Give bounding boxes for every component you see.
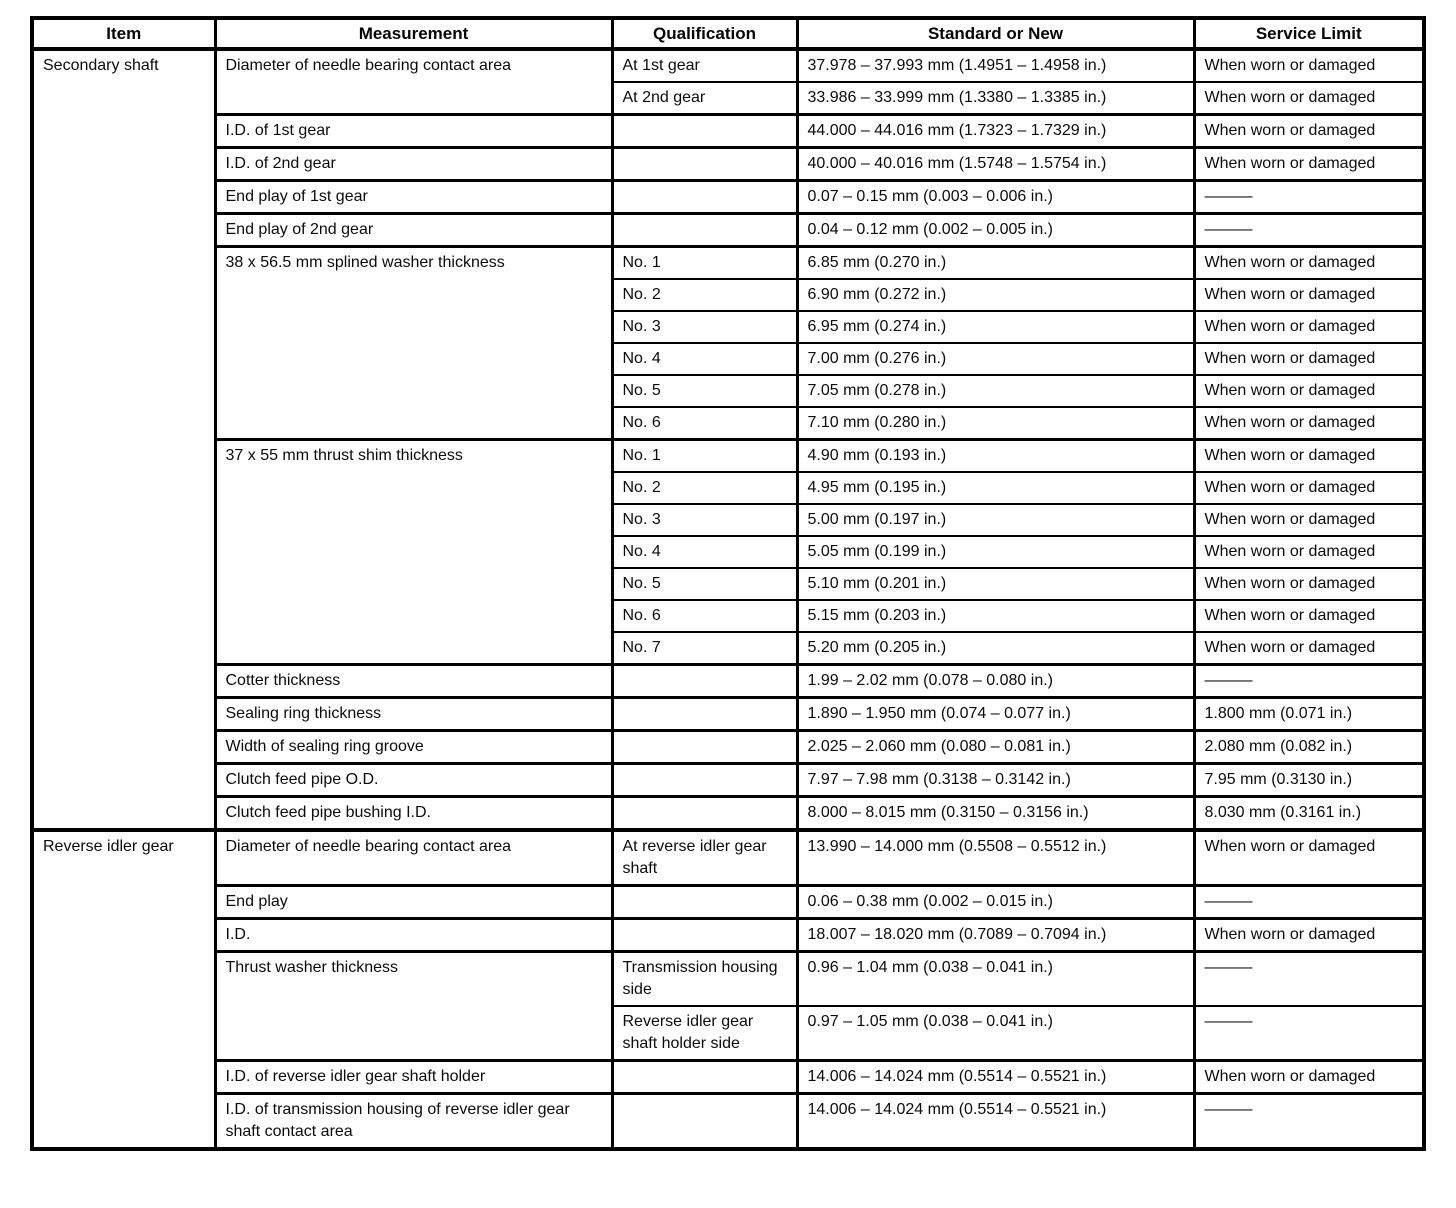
- table-row: [32, 148, 1424, 181]
- qualification-cell: [612, 214, 797, 247]
- service-limit-cell: ———: [1194, 952, 1424, 1007]
- service-limit-cell: When worn or damaged: [1194, 830, 1424, 886]
- table-row: [32, 1061, 1424, 1094]
- qualification-cell: [612, 181, 797, 214]
- service-limit-cell: ———: [1194, 665, 1424, 698]
- specification-table: [30, 16, 1426, 1151]
- table-row: [32, 919, 1424, 952]
- qualification-cell: No. 5: [612, 568, 797, 600]
- qualification-cell: No. 2: [612, 279, 797, 311]
- standard-or-new-cell: 0.07 – 0.15 mm (0.003 – 0.006 in.): [797, 181, 1194, 214]
- measurement-cell: I.D. of 1st gear: [215, 115, 612, 148]
- service-limit-cell: 1.800 mm (0.071 in.): [1194, 698, 1424, 731]
- qualification-cell: No. 1: [612, 247, 797, 280]
- standard-or-new-cell: 37.978 – 37.993 mm (1.4951 – 1.4958 in.): [797, 49, 1194, 82]
- standard-or-new-cell: 1.890 – 1.950 mm (0.074 – 0.077 in.): [797, 698, 1194, 731]
- table-row: [32, 247, 1424, 280]
- table-row: [32, 440, 1424, 473]
- standard-or-new-cell: 7.10 mm (0.280 in.): [797, 407, 1194, 440]
- header-row: [32, 18, 1424, 49]
- scanned-spec-page: [30, 16, 1426, 1151]
- qualification-cell: [612, 731, 797, 764]
- service-limit-cell: 7.95 mm (0.3130 in.): [1194, 764, 1424, 797]
- qualification-cell: No. 4: [612, 343, 797, 375]
- measurement-cell: Thrust washer thickness: [215, 952, 612, 1061]
- column-header-qualification: Qualification: [612, 18, 797, 49]
- table-row: [32, 49, 1424, 82]
- service-limit-cell: When worn or damaged: [1194, 568, 1424, 600]
- column-header-service-limit: Service Limit: [1194, 18, 1424, 49]
- measurement-cell: I.D. of transmission housing of reverse idler gear shaft contact area: [215, 1094, 612, 1150]
- standard-or-new-cell: 5.05 mm (0.199 in.): [797, 536, 1194, 568]
- qualification-cell: [612, 665, 797, 698]
- qualification-cell: [612, 115, 797, 148]
- standard-or-new-cell: 33.986 – 33.999 mm (1.3380 – 1.3385 in.): [797, 82, 1194, 115]
- measurement-cell: 37 x 55 mm thrust shim thickness: [215, 440, 612, 665]
- measurement-cell: Clutch feed pipe O.D.: [215, 764, 612, 797]
- table-row: [32, 181, 1424, 214]
- table-row: [32, 797, 1424, 831]
- standard-or-new-cell: 0.96 – 1.04 mm (0.038 – 0.041 in.): [797, 952, 1194, 1007]
- measurement-cell: 38 x 56.5 mm splined washer thickness: [215, 247, 612, 440]
- qualification-cell: No. 1: [612, 440, 797, 473]
- measurement-cell: Cotter thickness: [215, 665, 612, 698]
- service-limit-cell: ———: [1194, 214, 1424, 247]
- service-limit-cell: When worn or damaged: [1194, 247, 1424, 280]
- table-row: [32, 830, 1424, 886]
- measurement-cell: I.D. of 2nd gear: [215, 148, 612, 181]
- service-limit-cell: When worn or damaged: [1194, 148, 1424, 181]
- service-limit-cell: When worn or damaged: [1194, 504, 1424, 536]
- table-row: [32, 698, 1424, 731]
- service-limit-cell: When worn or damaged: [1194, 1061, 1424, 1094]
- service-limit-cell: 2.080 mm (0.082 in.): [1194, 731, 1424, 764]
- standard-or-new-cell: 5.10 mm (0.201 in.): [797, 568, 1194, 600]
- qualification-cell: No. 3: [612, 504, 797, 536]
- measurement-cell: End play of 2nd gear: [215, 214, 612, 247]
- service-limit-cell: ———: [1194, 886, 1424, 919]
- item-cell: Reverse idler gear: [32, 830, 215, 1149]
- qualification-cell: No. 4: [612, 536, 797, 568]
- standard-or-new-cell: 0.04 – 0.12 mm (0.002 – 0.005 in.): [797, 214, 1194, 247]
- measurement-cell: Diameter of needle bearing contact area: [215, 830, 612, 886]
- standard-or-new-cell: 7.05 mm (0.278 in.): [797, 375, 1194, 407]
- standard-or-new-cell: 7.00 mm (0.276 in.): [797, 343, 1194, 375]
- service-limit-cell: When worn or damaged: [1194, 115, 1424, 148]
- qualification-cell: [612, 919, 797, 952]
- qualification-cell: [612, 1094, 797, 1150]
- standard-or-new-cell: 0.06 – 0.38 mm (0.002 – 0.015 in.): [797, 886, 1194, 919]
- qualification-cell: [612, 148, 797, 181]
- qualification-cell: Reverse idler gear shaft holder side: [612, 1006, 797, 1061]
- qualification-cell: No. 5: [612, 375, 797, 407]
- service-limit-cell: When worn or damaged: [1194, 407, 1424, 440]
- service-limit-cell: When worn or damaged: [1194, 343, 1424, 375]
- standard-or-new-cell: 5.20 mm (0.205 in.): [797, 632, 1194, 665]
- measurement-cell: Width of sealing ring groove: [215, 731, 612, 764]
- table-row: [32, 214, 1424, 247]
- qualification-cell: At reverse idler gear shaft: [612, 830, 797, 886]
- qualification-cell: [612, 764, 797, 797]
- standard-or-new-cell: 2.025 – 2.060 mm (0.080 – 0.081 in.): [797, 731, 1194, 764]
- service-limit-cell: When worn or damaged: [1194, 311, 1424, 343]
- service-limit-cell: When worn or damaged: [1194, 472, 1424, 504]
- service-limit-cell: ———: [1194, 181, 1424, 214]
- service-limit-cell: When worn or damaged: [1194, 279, 1424, 311]
- service-limit-cell: ———: [1194, 1006, 1424, 1061]
- service-limit-cell: ———: [1194, 1094, 1424, 1150]
- measurement-cell: Diameter of needle bearing contact area: [215, 49, 612, 115]
- measurement-cell: End play: [215, 886, 612, 919]
- standard-or-new-cell: 7.97 – 7.98 mm (0.3138 – 0.3142 in.): [797, 764, 1194, 797]
- measurement-cell: End play of 1st gear: [215, 181, 612, 214]
- qualification-cell: No. 6: [612, 600, 797, 632]
- column-header-measurement: Measurement: [215, 18, 612, 49]
- standard-or-new-cell: 40.000 – 40.016 mm (1.5748 – 1.5754 in.): [797, 148, 1194, 181]
- service-limit-cell: 8.030 mm (0.3161 in.): [1194, 797, 1424, 831]
- table-body: [32, 49, 1424, 1149]
- service-limit-cell: When worn or damaged: [1194, 600, 1424, 632]
- column-header-item: Item: [32, 18, 215, 49]
- table-row: [32, 731, 1424, 764]
- qualification-cell: Transmission housing side: [612, 952, 797, 1007]
- qualification-cell: At 2nd gear: [612, 82, 797, 115]
- service-limit-cell: When worn or damaged: [1194, 49, 1424, 82]
- service-limit-cell: When worn or damaged: [1194, 440, 1424, 473]
- service-limit-cell: When worn or damaged: [1194, 82, 1424, 115]
- service-limit-cell: When worn or damaged: [1194, 375, 1424, 407]
- standard-or-new-cell: 0.97 – 1.05 mm (0.038 – 0.041 in.): [797, 1006, 1194, 1061]
- table-row: [32, 1094, 1424, 1150]
- qualification-cell: [612, 1061, 797, 1094]
- qualification-cell: At 1st gear: [612, 49, 797, 82]
- measurement-cell: I.D.: [215, 919, 612, 952]
- standard-or-new-cell: 5.15 mm (0.203 in.): [797, 600, 1194, 632]
- qualification-cell: [612, 797, 797, 831]
- standard-or-new-cell: 6.90 mm (0.272 in.): [797, 279, 1194, 311]
- column-header-standard-or-new: Standard or New: [797, 18, 1194, 49]
- table-row: [32, 886, 1424, 919]
- standard-or-new-cell: 5.00 mm (0.197 in.): [797, 504, 1194, 536]
- service-limit-cell: When worn or damaged: [1194, 632, 1424, 665]
- standard-or-new-cell: 8.000 – 8.015 mm (0.3150 – 0.3156 in.): [797, 797, 1194, 831]
- standard-or-new-cell: 4.95 mm (0.195 in.): [797, 472, 1194, 504]
- qualification-cell: [612, 698, 797, 731]
- measurement-cell: Clutch feed pipe bushing I.D.: [215, 797, 612, 831]
- table-row: [32, 952, 1424, 1007]
- standard-or-new-cell: 1.99 – 2.02 mm (0.078 – 0.080 in.): [797, 665, 1194, 698]
- qualification-cell: No. 2: [612, 472, 797, 504]
- standard-or-new-cell: 18.007 – 18.020 mm (0.7089 – 0.7094 in.): [797, 919, 1194, 952]
- standard-or-new-cell: 6.95 mm (0.274 in.): [797, 311, 1194, 343]
- standard-or-new-cell: 13.990 – 14.000 mm (0.5508 – 0.5512 in.): [797, 830, 1194, 886]
- service-limit-cell: When worn or damaged: [1194, 919, 1424, 952]
- table-row: [32, 764, 1424, 797]
- standard-or-new-cell: 44.000 – 44.016 mm (1.7323 – 1.7329 in.): [797, 115, 1194, 148]
- qualification-cell: No. 7: [612, 632, 797, 665]
- item-cell: Secondary shaft: [32, 49, 215, 830]
- standard-or-new-cell: 6.85 mm (0.270 in.): [797, 247, 1194, 280]
- qualification-cell: No. 3: [612, 311, 797, 343]
- standard-or-new-cell: 4.90 mm (0.193 in.): [797, 440, 1194, 473]
- service-limit-cell: When worn or damaged: [1194, 536, 1424, 568]
- table-row: [32, 115, 1424, 148]
- qualification-cell: No. 6: [612, 407, 797, 440]
- standard-or-new-cell: 14.006 – 14.024 mm (0.5514 – 0.5521 in.): [797, 1094, 1194, 1150]
- table-row: [32, 665, 1424, 698]
- standard-or-new-cell: 14.006 – 14.024 mm (0.5514 – 0.5521 in.): [797, 1061, 1194, 1094]
- qualification-cell: [612, 886, 797, 919]
- measurement-cell: Sealing ring thickness: [215, 698, 612, 731]
- measurement-cell: I.D. of reverse idler gear shaft holder: [215, 1061, 612, 1094]
